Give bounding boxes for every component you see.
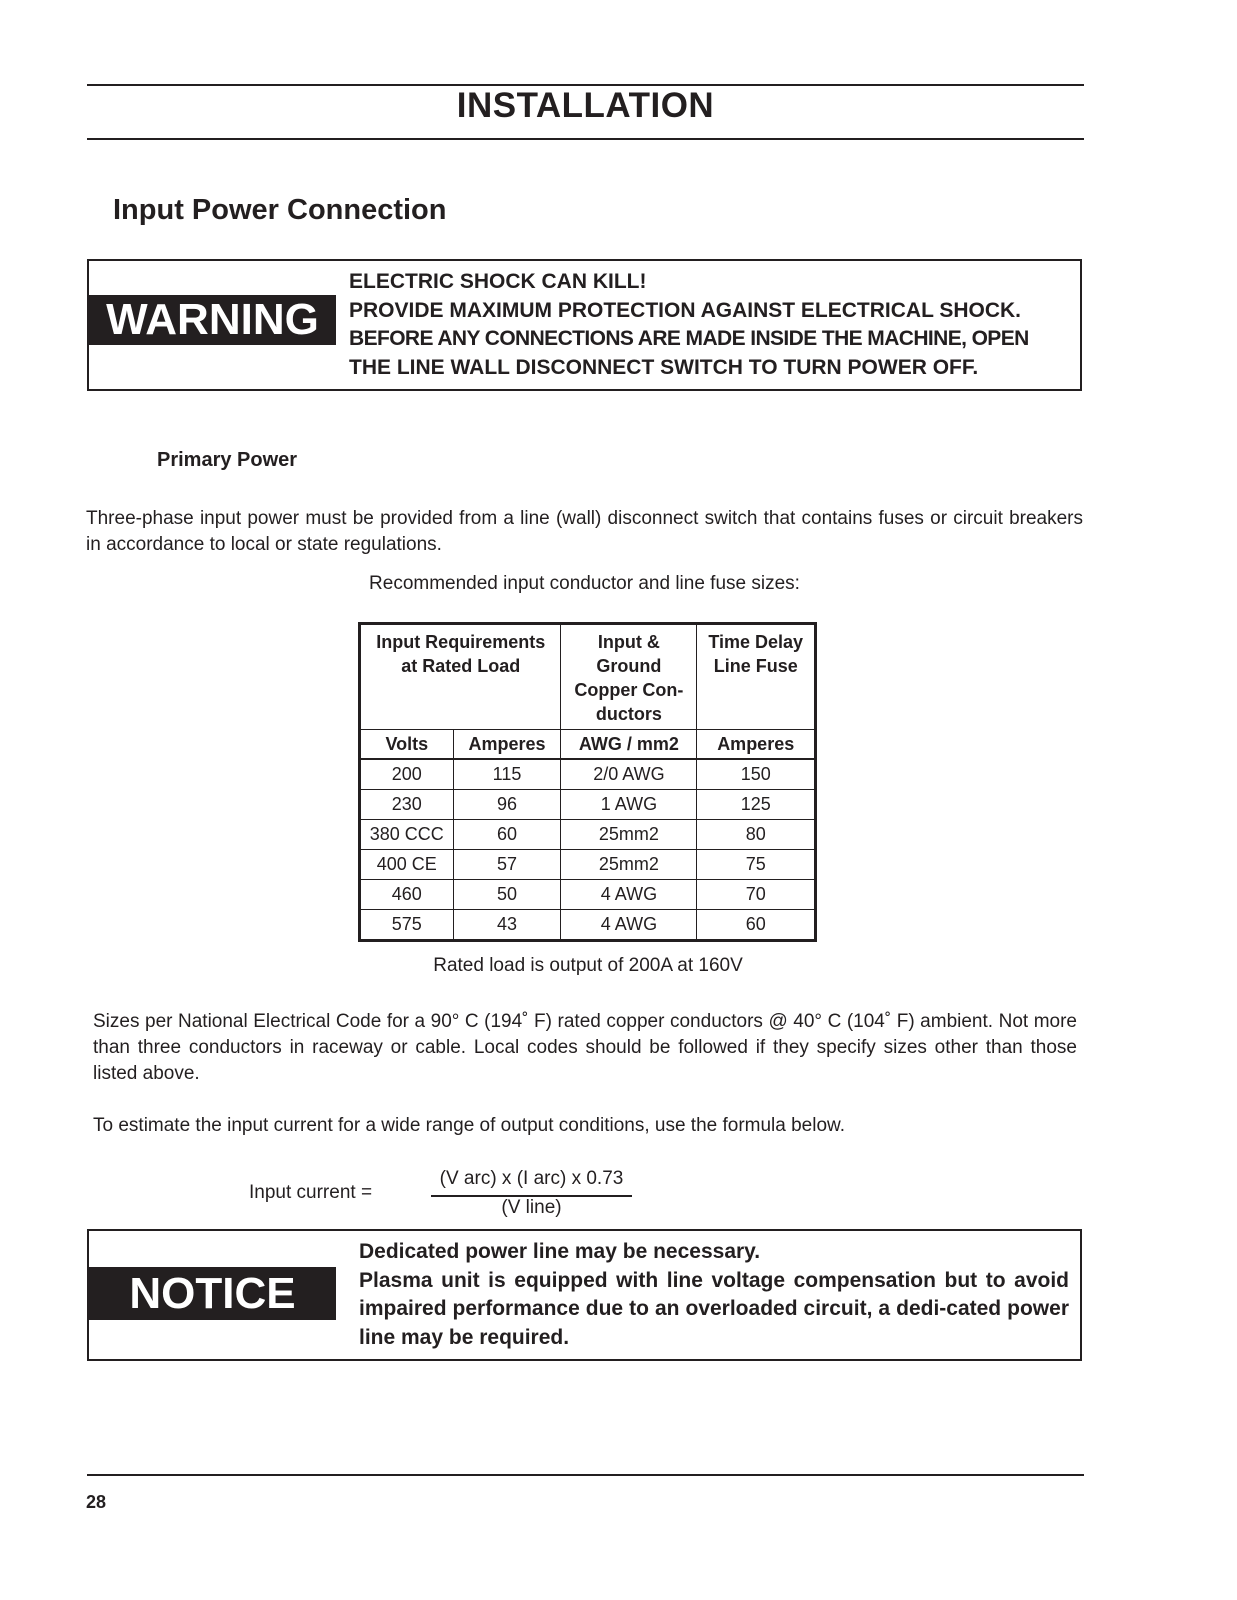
primary-power-paragraph: Three-phase input power must be provided from a line (wall) disconnect switch that contains fuses or circuit breakers in accordance to local or state regulations. [86, 508, 1083, 555]
notice-callout [87, 1229, 1082, 1361]
table-column-header: Amperes [697, 730, 816, 760]
formula-numerator: (V arc) x (I arc) x 0.73 [439, 1168, 624, 1189]
warning-label: WARNING [89, 295, 336, 345]
table-cell: 57 [453, 850, 561, 880]
table-column-header: Volts [360, 730, 454, 760]
table-row [360, 790, 816, 820]
table-cell: 2/0 AWG [561, 759, 697, 790]
table-cell: 80 [697, 820, 816, 850]
table-group-header: Time Delay Line Fuse [697, 624, 816, 730]
table-cell: 115 [453, 759, 561, 790]
table-row [360, 850, 816, 880]
table-cell: 25mm2 [561, 850, 697, 880]
table-cell: 75 [697, 850, 816, 880]
table-cell: 60 [453, 820, 561, 850]
formula-label: Input current = [249, 1182, 373, 1203]
notice-body: Plasma unit is equipped with line voltage compensation but to avoid impaired performance due to an overloaded circuit, a dedi-cated power line may be required. [359, 1268, 1069, 1349]
warning-callout [87, 259, 1082, 391]
table-cell: 4 AWG [561, 880, 697, 910]
table-cell: 150 [697, 759, 816, 790]
warning-line: THE LINE WALL DISCONNECT SWITCH TO TURN POWER OFF. [349, 355, 979, 379]
notice-label: NOTICE [89, 1267, 336, 1320]
warning-line: BEFORE ANY CONNECTIONS ARE MADE INSIDE THE MACHINE, OPEN [349, 327, 1029, 350]
warning-line: ELECTRIC SHOCK CAN KILL! [349, 270, 647, 293]
formula-intro: To estimate the input current for a wide range of output conditions, use the formula below. [93, 1115, 845, 1136]
table-cell: 43 [453, 910, 561, 941]
table-cell: 60 [697, 910, 816, 941]
table-cell: 460 [360, 880, 454, 910]
table-cell: 96 [453, 790, 561, 820]
header-bottom-rule [87, 138, 1084, 140]
table-cell: 380 CCC [360, 820, 454, 850]
table-cell: 575 [360, 910, 454, 941]
warning-line: PROVIDE MAXIMUM PROTECTION AGAINST ELECTRICAL SHOCK. [349, 298, 1022, 322]
table-row [360, 880, 816, 910]
table-row [360, 910, 816, 941]
section-title: INSTALLATION [456, 86, 715, 125]
nec-paragraph: Sizes per National Electrical Code for a 90° C (194˚ F) rated copper conductors @ 40° C (104˚ F) ambient. Not more than three conductors in raceway or cable. Local codes should be followed if they specify sizes other than those listed above. [93, 1011, 1077, 1084]
primary-power-title: Primary Power [157, 449, 298, 471]
table-cell: 1 AWG [561, 790, 697, 820]
table-cell: 4 AWG [561, 910, 697, 941]
table-cell: 50 [453, 880, 561, 910]
fuse-size-table [358, 622, 817, 942]
notice-heading: Dedicated power line may be necessary. [359, 1240, 761, 1263]
table-cell: 400 CE [360, 850, 454, 880]
footer-rule [87, 1474, 1084, 1476]
table-cell: 70 [697, 880, 816, 910]
warning-text [349, 268, 1074, 382]
table-row [360, 820, 816, 850]
table-cell: 125 [697, 790, 816, 820]
table-column-header: Amperes [453, 730, 561, 760]
subsection-title: Input Power Connection [113, 194, 447, 226]
table-cell: 25mm2 [561, 820, 697, 850]
table-cell: 230 [360, 790, 454, 820]
table-group-header: Input & Ground Copper Con-ductors [561, 624, 697, 730]
notice-text [359, 1238, 1069, 1352]
table-cell: 200 [360, 759, 454, 790]
table-note: Rated load is output of 200A at 160V [433, 955, 743, 976]
formula-denominator: (V line) [501, 1197, 562, 1218]
table-column-header: AWG / mm2 [561, 730, 697, 760]
table-row [360, 759, 816, 790]
table-caption: Recommended input conductor and line fuse sizes: [369, 573, 800, 594]
page-number: 28 [86, 1492, 107, 1512]
table-group-header: Input Requirements at Rated Load [360, 624, 561, 730]
